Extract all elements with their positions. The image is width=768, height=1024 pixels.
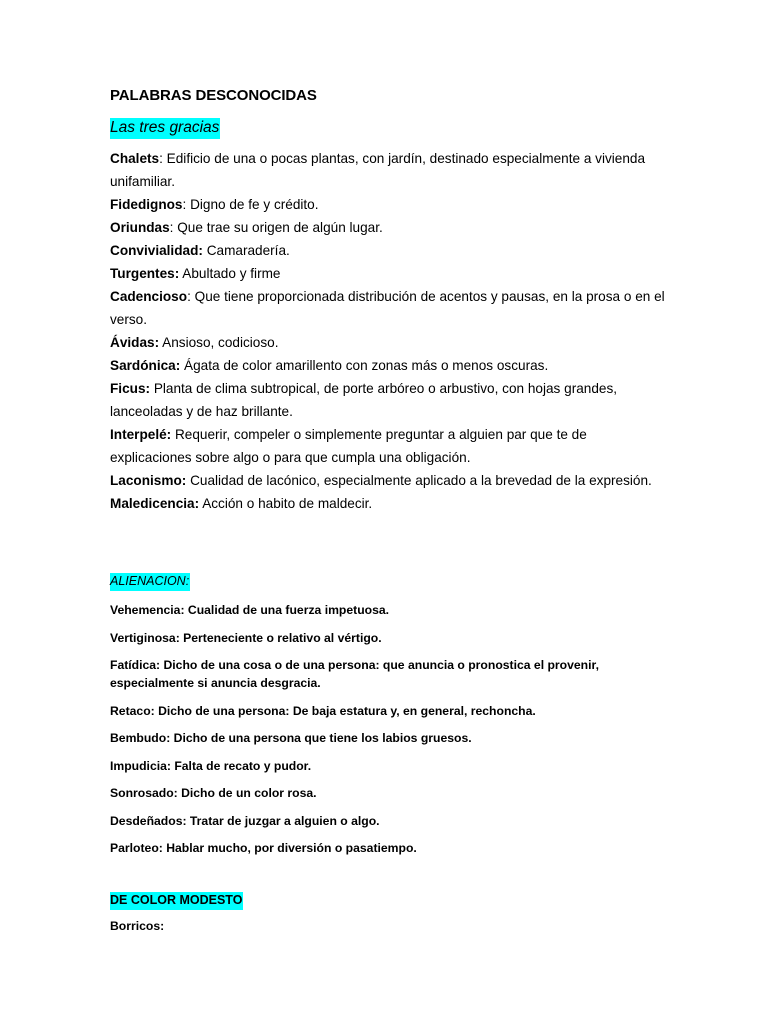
entry-cadencioso: Cadencioso: Que tiene proporcionada distribución de acentos y pausas, en la prosa o en el verso.	[110, 289, 665, 327]
list-item: Borricos:	[110, 919, 165, 933]
entry-term: Ávidas:	[110, 335, 160, 350]
entry-definition: Requerir, compeler o simplemente preguntar a alguien par que te de explicaciones sobre algo o para que cumpla una obligación.	[110, 427, 587, 465]
list-item: Vertiginosa: Perteneciente o relativo al vértigo.	[110, 630, 382, 645]
entry-chalets: Chalets: Edificio de una o pocas plantas, con jardín, destinado especialmente a vivienda unifamiliar.	[110, 151, 646, 189]
list-item: Fatídica: Dicho de una cosa o de una persona: que anuncia o pronostica el provenir, especialmente si anuncia desgracia.	[110, 658, 599, 690]
entry-term: Chalets	[110, 151, 160, 166]
entry-definition: Cualidad de lacónico, especialmente aplicado a la brevedad de la expresión.	[190, 473, 652, 488]
list-item: Sonrosado: Dicho de un color rosa.	[110, 786, 317, 800]
entry-term: Turgentes:	[110, 266, 180, 281]
page-title: PALABRAS DESCONOCIDAS	[110, 87, 317, 104]
entry-convivialidad	[110, 239, 665, 262]
section-heading-alienacion: ALIENACION:	[110, 573, 190, 591]
list-item: Bembudo: Dicho de una persona que tiene los labios gruesos.	[110, 731, 472, 745]
entry-term: Laconismo:	[110, 473, 187, 488]
entry-term: Maledicencia:	[110, 496, 200, 511]
section-heading-las-tres-gracias: Las tres gracias	[110, 118, 220, 139]
entry-turgentes	[110, 262, 665, 285]
list-item: Vehemencia: Cualidad de una fuerza impetuosa.	[110, 603, 390, 617]
entry-fidedignos: Fidedignos: Digno de fe y crédito.	[110, 197, 319, 212]
entry-term: Fidedignos	[110, 197, 183, 212]
entry-oriundas: Oriundas: Que trae su origen de algún lugar.	[110, 220, 383, 235]
entry-laconismo	[110, 469, 665, 492]
entry-definition: Abultado y firme	[182, 266, 281, 281]
section-heading-de-color-modesto: DE COLOR MODESTO	[110, 892, 243, 910]
entry-definition: Que tiene proporcionada distribución de acentos y pausas, en la prosa o en el verso.	[110, 289, 665, 327]
section-las-tres-gracias	[110, 147, 665, 515]
entry-definition: Edificio de una o pocas plantas, con jardín, destinado especialmente a vivienda unifamiliar.	[110, 151, 646, 189]
list-item: Retaco: Dicho de una persona: De baja estatura y, en general, rechoncha.	[110, 703, 536, 718]
list-item: Impudicia: Falta de recato y pudor.	[110, 758, 312, 773]
entry-avidas	[110, 331, 665, 354]
list-item: Parloteo: Hablar mucho, por diversión o pasatiempo.	[110, 841, 417, 855]
entry-definition: Planta de clima subtropical, de porte arbóreo o arbustivo, con hojas grandes, lanceoladas y de haz brillante.	[110, 381, 618, 419]
entry-maledicencia	[110, 492, 665, 515]
entry-sardonica	[110, 354, 665, 377]
entry-term: Sardónica:	[110, 358, 181, 373]
entry-definition: Ágata de color amarillento con zonas más o menos oscuras.	[184, 358, 549, 373]
entry-term: Convivialidad:	[110, 243, 203, 258]
entry-term: Oriundas	[110, 220, 170, 235]
entry-definition: Camaradería.	[206, 243, 290, 258]
entry-definition: Acción o habito de maldecir.	[202, 496, 373, 511]
section-alienacion	[110, 601, 665, 867]
entry-term: Interpelé:	[110, 427, 172, 442]
entry-definition: Que trae su origen de algún lugar.	[177, 220, 383, 235]
entry-term: Ficus:	[110, 381, 151, 396]
entry-ficus	[110, 377, 665, 423]
entry-interpele	[110, 423, 665, 469]
list-item: Desdeñados: Tratar de juzgar a alguien o algo.	[110, 813, 380, 828]
entry-definition: Digno de fe y crédito.	[190, 197, 319, 212]
entry-term: Cadencioso	[110, 289, 188, 304]
entry-definition: Ansioso, codicioso.	[162, 335, 279, 350]
